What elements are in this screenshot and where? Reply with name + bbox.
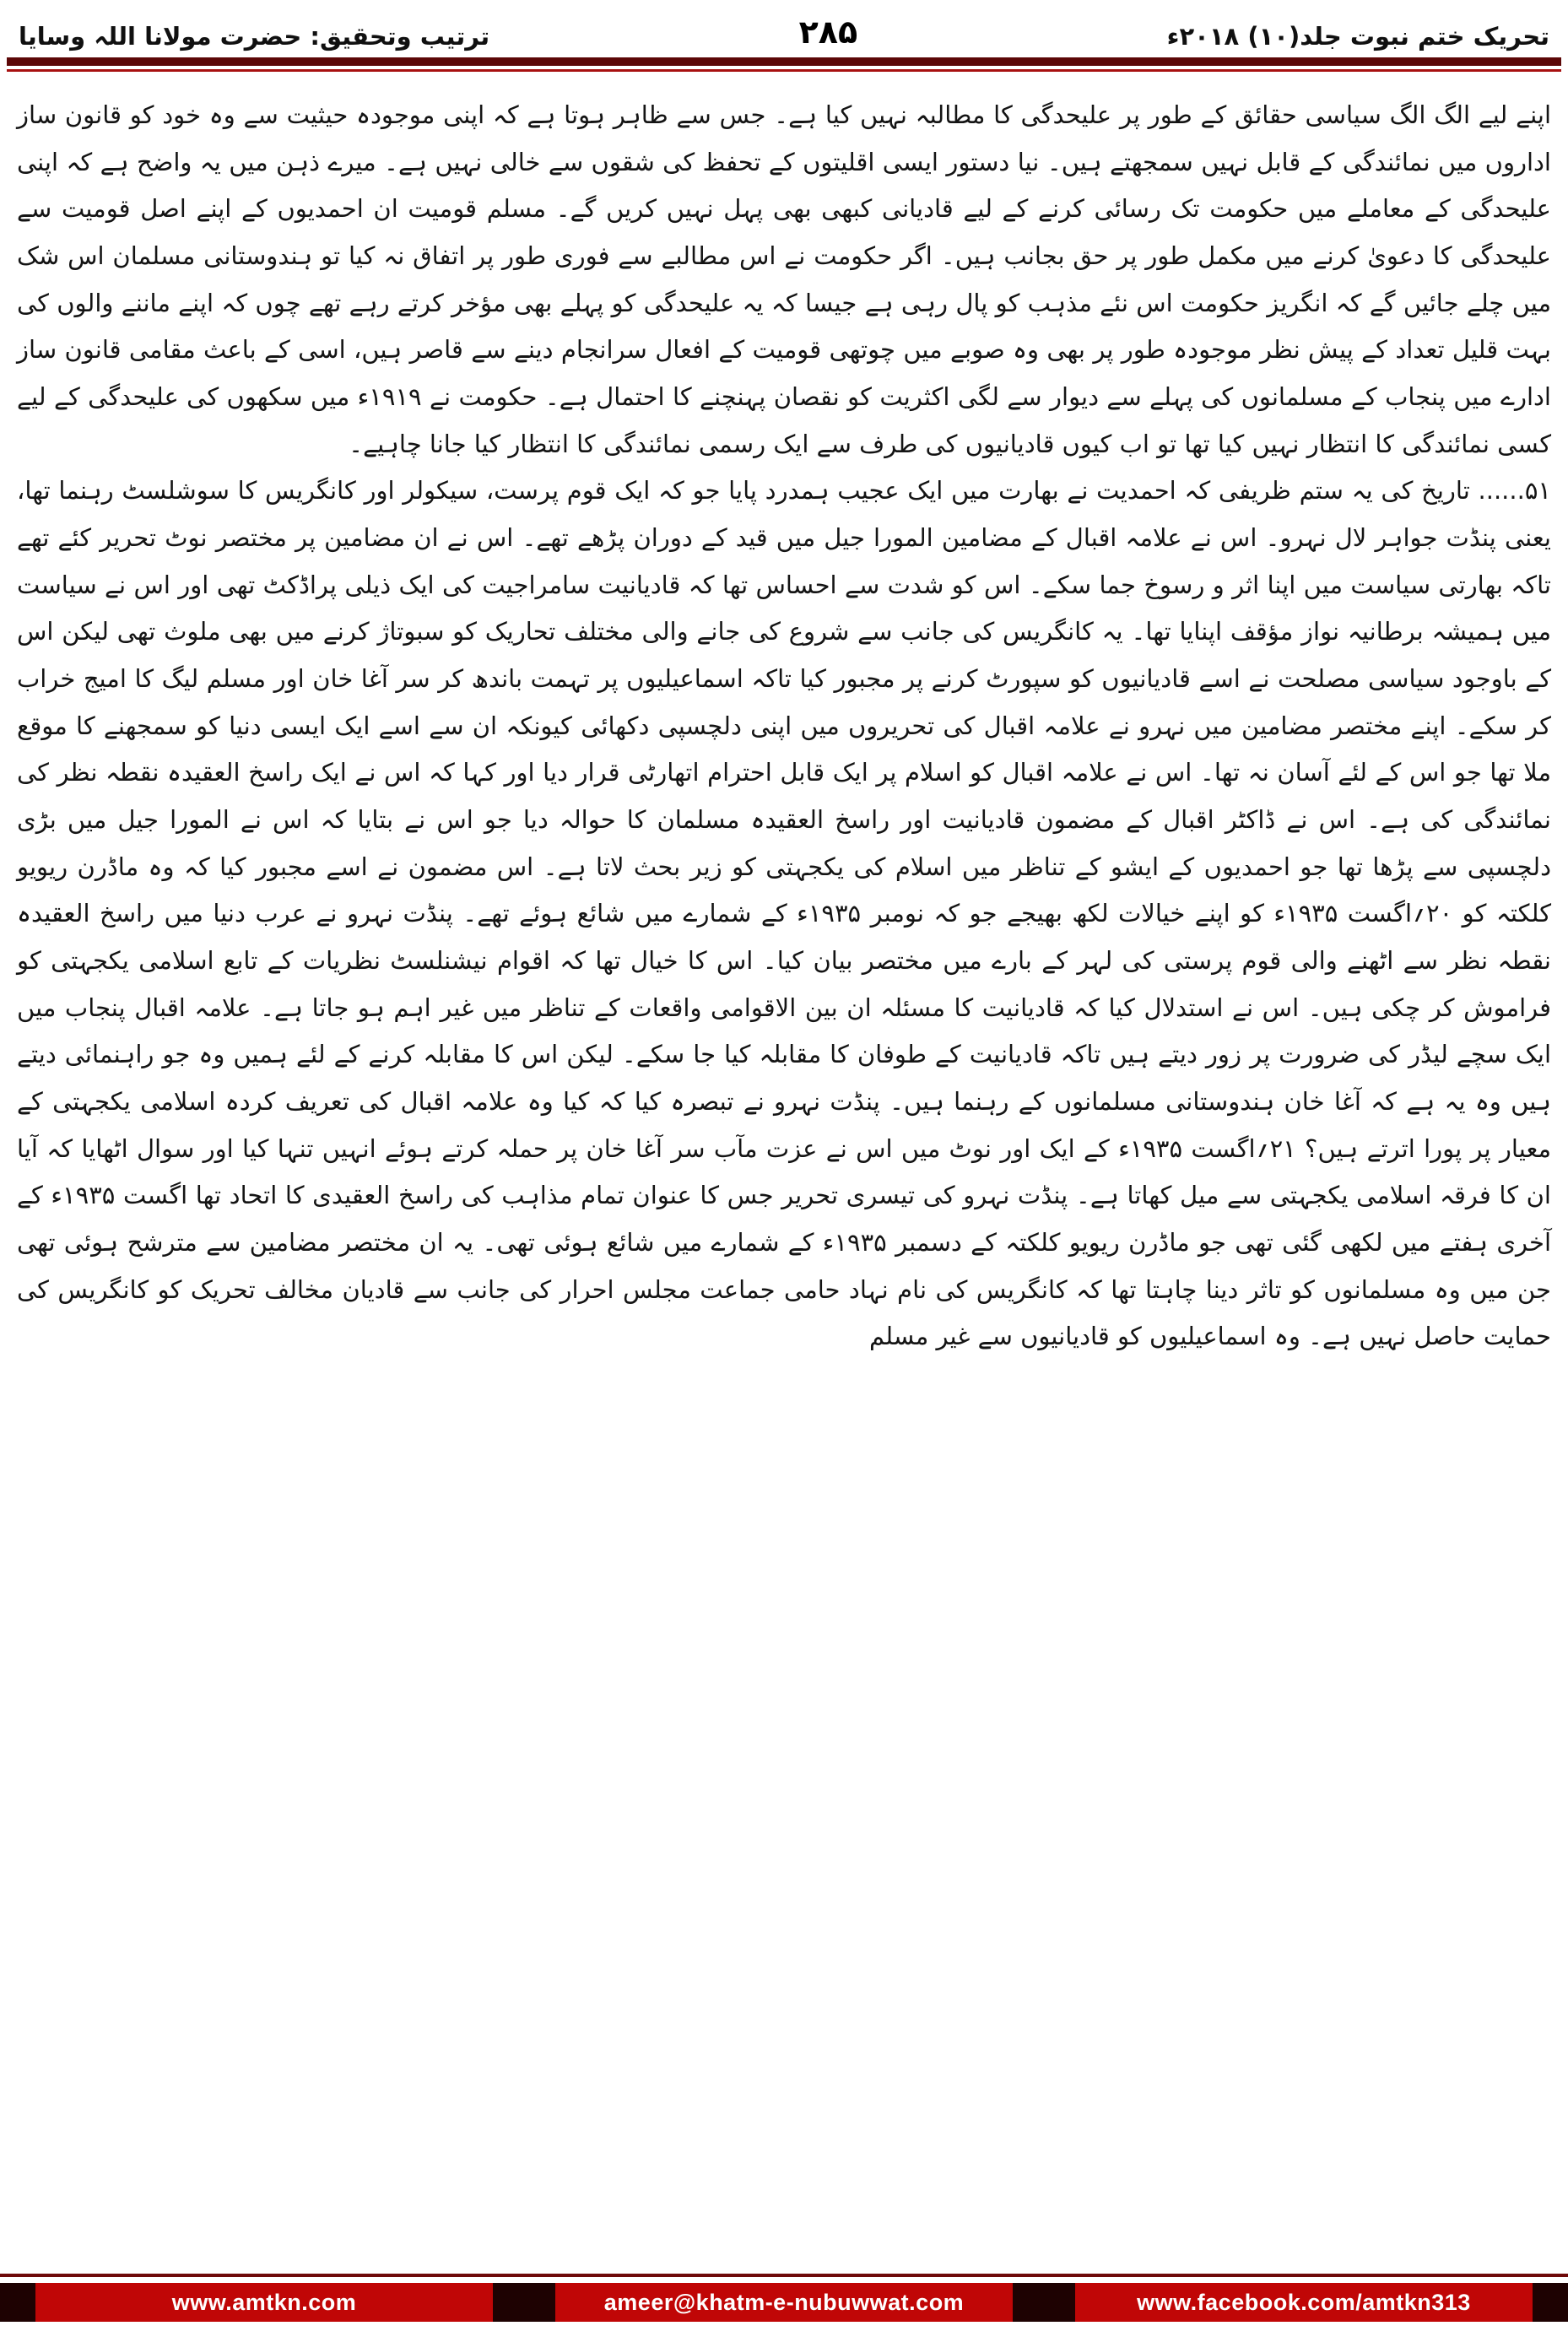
header-rule [0, 57, 1568, 72]
page-header [0, 0, 1568, 57]
footer-website-link[interactable]: www.amtkn.com [35, 2283, 493, 2322]
page-number: ۲۸۵ [798, 14, 858, 51]
footer-bar [0, 2283, 1568, 2322]
header-rule-thick [7, 57, 1561, 66]
book-title: تحریک ختم نبوت جلد(۱۰) ۲۰۱۸ء [1166, 22, 1549, 51]
footer-facebook-link[interactable]: www.facebook.com/amtkn313 [1075, 2283, 1533, 2322]
footer-divider [1533, 2283, 1568, 2322]
page-body [0, 72, 1568, 1360]
footer-divider [0, 2283, 35, 2322]
body-paragraph: ۵۱...... تاریخ کی یہ ستم ظریفی کہ احمدیت نے بھارت میں ایک عجیب ہمدرد پایا جو کہ ایک قوم پرست، سیکولر اور کانگریس کا سوشلسٹ رہنما تھا، یعنی پنڈت جواہر لال نہرو۔ اس نے علامہ اقبال کے مضامین المورا جیل میں قید کے دوران پڑھے تھے۔ اس نے ان مضامین پر مختصر نوٹ تحریر کئے تھے تاکہ بھارتی سیاست میں اپنا اثر و رسوخ جما سکے۔ اس کو شدت سے احساس تھا کہ قادیانیت سامراجیت کی ایک ذیلی پراڈکٹ تھی اور اس نے سیاست میں ہمیشہ برطانیہ نواز مؤقف اپنایا تھا۔ یہ کانگریس کی جانب سے شروع کی جانے والی مختلف تحاریک کو سبوتاژ کرنے میں بھی ملوث تھی لیکن اس کے باوجود سیاسی مصلحت نے اسے قادیانیوں کو سپورٹ کرنے پر مجبور کیا تاکہ اسماعیلیوں پر تہمت باندھ کر سر آغا خان اور مسلم لیگ کا امیج خراب کر سکے۔ اپنے مختصر مضامین میں نہرو نے علامہ اقبال کی تحریروں میں اپنی دلچسپی دکھائی کیونکہ ان سے اسے ایک ایسی دنیا کو سمجھنے کا موقع ملا تھا جو اس کے لئے آسان نہ تھا۔ اس نے علامہ اقبال کو اسلام پر ایک قابل احترام اتھارٹی قرار دیا اور کہا کہ اس نے ایک راسخ العقیدہ نقطہ نظر کی نمائندگی کی ہے۔ اس نے ڈاکٹر اقبال کے مضمون قادیانیت اور راسخ العقیدہ مسلمان کا حوالہ دیا جو اس نے بتایا کہ اس نے المورا جیل میں بڑی دلچسپی سے پڑھا تھا جو احمدیوں کے ایشو کے تناظر میں اسلام کی یکجہتی کو زیر بحث لاتا ہے۔ اس مضمون نے اسے مجبور کیا کہ وہ ماڈرن ریویو کلکتہ کو ۲۰؍اگست ۱۹۳۵ء کو اپنے خیالات لکھ بھیجے جو کہ نومبر ۱۹۳۵ء کے شمارے میں شائع ہوئے تھے۔ پنڈت نہرو نے عرب دنیا میں راسخ العقیدہ نقطہ نظر سے اٹھنے والی قوم پرستی کی لہر کے بارے میں مختصر بیان کیا۔ اس کا خیال تھا کہ اقوام نیشنلسٹ نظریات کے تابع اسلامی یکجہتی کو فراموش کر چکی ہیں۔ اس نے استدلال کیا کہ قادیانیت کا مسئلہ ان بین الاقوامی واقعات کے تناظر میں غیر اہم ہو جاتا ہے۔ علامہ اقبال پنجاب میں ایک سچے لیڈر کی ضرورت پر زور دیتے ہیں تاکہ قادیانیت کے طوفان کا مقابلہ کیا جا سکے۔ لیکن اس کا مقابلہ کرنے کے لئے ہمیں وہ جو راہنمائی دیتے ہیں وہ یہ ہے کہ آغا خان ہندوستانی مسلمانوں کے رہنما ہیں۔ پنڈت نہرو نے تبصرہ کیا کہ کیا وہ علامہ اقبال کی تعریف کردہ اسلامی یکجہتی کے معیار پر پورا اترتے ہیں؟ ۲۱؍اگست ۱۹۳۵ء کے ایک اور نوٹ میں اس نے عزت مآب سر آغا خان پر حملہ کرتے ہوئے انہیں تنہا کیا اور سوال اٹھایا کہ آیا ان کا فرقہ اسلامی یکجہتی سے میل کھاتا ہے۔ پنڈت نہرو کی تیسری تحریر جس کا عنوان تمام مذاہب کی راسخ العقیدی کا اتحاد تھا اگست ۱۹۳۵ء کے آخری ہفتے میں لکھی گئی تھی جو ماڈرن ریویو کلکتہ کے دسمبر ۱۹۳۵ء کے شمارے میں شائع ہوئی تھی۔ یہ ان مختصر مضامین سے مترشح ہوئی تھی جن میں وہ مسلمانوں کو تاثر دینا چاہتا تھا کہ کانگریس کی نام نہاد حامی جماعت مجلس احرار کی جانب سے قادیان مخالف تحریک کو کانگریس کی حمایت حاصل نہیں ہے۔ وہ اسماعیلیوں کو قادیانیوں سے غیر مسلم [17, 476, 1552, 1351]
editor-credit: ترتیب وتحقیق: حضرت مولانا اللہ وسایا [19, 22, 490, 51]
footer-divider [1013, 2283, 1075, 2322]
footer-email-link[interactable]: ameer@khatm-e-nubuwwat.com [555, 2283, 1013, 2322]
page-footer [0, 2274, 1568, 2322]
footer-divider [493, 2283, 555, 2322]
footer-rule [0, 2274, 1568, 2277]
body-paragraph: اپنے لیے الگ الگ سیاسی حقائق کے طور پر علیحدگی کا مطالبہ نہیں کیا ہے۔ جس سے ظاہر ہوتا ہے کہ اپنی موجودہ حیثیت سے وہ خود کو قانون ساز اداروں میں نمائندگی کے قابل نہیں سمجھتے ہیں۔ نیا دستور ایسی اقلیتوں کے تحفظ کی شقوں سے خالی نہیں ہے۔ میرے ذہن میں یہ واضح ہے کہ اپنی علیحدگی کے معاملے میں حکومت تک رسائی کرنے کے لیے قادیانی کبھی بھی پہل نہیں کریں گے۔ مسلم قومیت ان احمدیوں کے اپنے اصل قومیت سے علیحدگی کا دعویٰ کرنے میں مکمل طور پر حق بجانب ہیں۔ اگر حکومت نے اس مطالبے سے فوری طور پر اتفاق نہ کیا تو ہندوستانی مسلمان اس شک میں چلے جائیں گے کہ انگریز حکومت اس نئے مذہب کو پال رہی ہے جیسا کہ یہ علیحدگی کو پہلے بھی مؤخر کرتے رہے تھے چوں کہ اپنے ماننے والوں کی بہت قلیل تعداد کے پیش نظر موجودہ طور پر بھی وہ صوبے میں چوتھی قومیت کے افعال سرانجام دینے سے قاصر ہیں، اسی کے باعث مقامی قانون ساز ادارے میں پنجاب کے مسلمانوں کی پہلے سے دیوار سے لگی اکثریت کو نقصان پہنچنے کا احتمال ہے۔ حکومت نے ۱۹۱۹ء میں سکھوں کی علیحدگی کے لیے کسی نمائندگی کا انتظار نہیں کیا تھا تو اب کیوں قادیانیوں کی طرف سے ایک رسمی نمائندگی کا انتظار کیا جانا چاہیے۔ [17, 100, 1551, 458]
